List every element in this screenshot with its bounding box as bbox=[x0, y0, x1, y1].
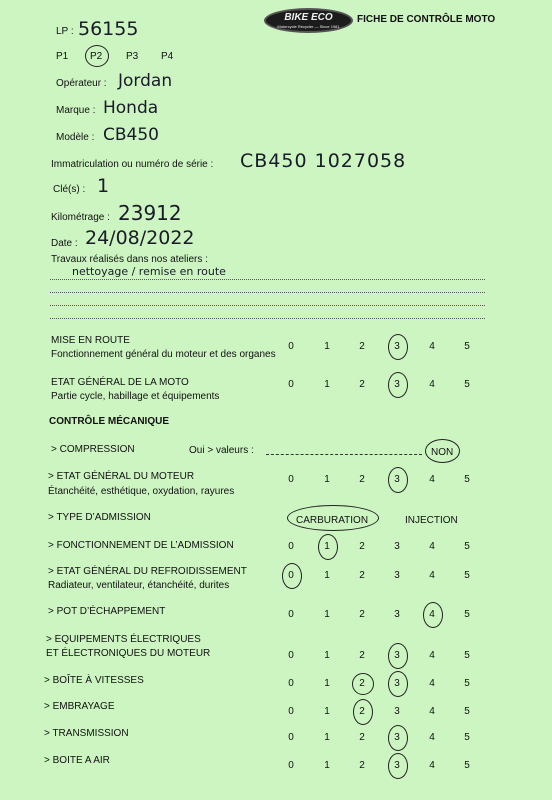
boite-option-1[interactable]: 1 bbox=[324, 678, 330, 689]
selection-circle-refroid bbox=[282, 563, 302, 589]
refroid-option-3[interactable]: 3 bbox=[394, 570, 400, 581]
selection-circle-compression bbox=[425, 439, 460, 463]
mise-en-route-option-4[interactable]: 4 bbox=[429, 341, 435, 352]
refroid-subtitle: Radiateur, ventilateur, étanchéité, durites bbox=[48, 580, 230, 591]
embrayage-option-1[interactable]: 1 bbox=[324, 706, 330, 717]
embrayage-label: > EMBRAYAGE bbox=[44, 701, 115, 712]
mise-en-route-option-1[interactable]: 1 bbox=[324, 341, 330, 352]
bike-eco-logo bbox=[264, 8, 353, 33]
embrayage-option-3[interactable]: 3 bbox=[394, 706, 400, 717]
selection-circle-boite bbox=[388, 671, 408, 697]
boite-air-option-1[interactable]: 1 bbox=[324, 760, 330, 771]
mise-en-route-option-5[interactable]: 5 bbox=[464, 341, 470, 352]
refroid-option-2[interactable]: 2 bbox=[359, 570, 365, 581]
electrique-option-0[interactable]: 0 bbox=[288, 650, 294, 661]
embrayage-option-4[interactable]: 4 bbox=[429, 706, 435, 717]
compression-non-option[interactable]: NON bbox=[431, 447, 454, 458]
form-title: FICHE DE CONTRÔLE MOTO bbox=[357, 14, 496, 25]
priority-p3[interactable]: P3 bbox=[126, 51, 139, 62]
etat-general-option-2[interactable]: 2 bbox=[359, 379, 365, 390]
moteur-label: > ETAT GÉNÉRAL DU MOTEUR bbox=[48, 471, 195, 482]
logo-text: BIKE ECO bbox=[284, 12, 333, 23]
transmission-option-1[interactable]: 1 bbox=[324, 732, 330, 743]
admission-fonct-option-4[interactable]: 4 bbox=[429, 541, 435, 552]
refroid-option-0[interactable]: 0 bbox=[288, 570, 294, 581]
etat-general-option-5[interactable]: 5 bbox=[464, 379, 470, 390]
logo-tagline: Motorcycle Recycler — Since 1981 bbox=[277, 24, 340, 29]
electrique-label-2: ET ÉLECTRONIQUES DU MOTEUR bbox=[46, 648, 211, 659]
date-label: Date : bbox=[51, 238, 78, 249]
transmission-option-5[interactable]: 5 bbox=[464, 732, 470, 743]
admission-fonct-option-3[interactable]: 3 bbox=[394, 541, 400, 552]
priority-p2[interactable]: P2 bbox=[90, 51, 103, 62]
boite-air-option-3[interactable]: 3 bbox=[394, 760, 400, 771]
refroid-option-5[interactable]: 5 bbox=[464, 570, 470, 581]
modele-label: Modèle : bbox=[56, 132, 95, 143]
dotted-line-4 bbox=[50, 318, 485, 319]
mise-en-route-option-3[interactable]: 3 bbox=[394, 341, 400, 352]
selection-circle-transmission bbox=[388, 725, 408, 751]
selection-circle-admission bbox=[287, 505, 379, 531]
lp-label: LP : bbox=[56, 26, 74, 37]
selection-circle-electrique bbox=[388, 643, 408, 669]
marque-label: Marque : bbox=[56, 105, 96, 116]
etat-general-option-1[interactable]: 1 bbox=[324, 379, 330, 390]
km-value[interactable]: 23912 bbox=[118, 201, 182, 225]
lp-value[interactable]: 56155 bbox=[78, 18, 139, 40]
mise-en-route-subtitle: Fonctionnement général du moteur et des organes bbox=[51, 349, 276, 360]
etat-general-subtitle: Partie cycle, habillage et équipements bbox=[51, 391, 220, 402]
moteur-option-2[interactable]: 2 bbox=[359, 474, 365, 485]
transmission-option-0[interactable]: 0 bbox=[288, 732, 294, 743]
transmission-option-4[interactable]: 4 bbox=[429, 732, 435, 743]
immat-value[interactable]: CB450 1027058 bbox=[240, 150, 407, 172]
echappement-option-0[interactable]: 0 bbox=[288, 609, 294, 620]
travaux-label: Travaux réalisés dans nos ateliers : bbox=[51, 254, 208, 265]
controle-mecanique-title: CONTRÔLE MÉCANIQUE bbox=[49, 416, 169, 427]
compression-label: > COMPRESSION bbox=[51, 444, 135, 455]
admission-type-label: > TYPE D’ADMISSION bbox=[48, 512, 151, 523]
selection-circle-mise-en-route bbox=[388, 334, 408, 360]
echappement-label: > POT D’ÉCHAPPEMENT bbox=[48, 606, 166, 617]
boite-option-2[interactable]: 2 bbox=[359, 678, 365, 689]
admission-option-injection[interactable]: INJECTION bbox=[405, 515, 458, 526]
moteur-subtitle: Étanchéité, esthétique, oxydation, rayures bbox=[48, 486, 235, 497]
boite-option-5[interactable]: 5 bbox=[464, 678, 470, 689]
compression-values-line[interactable] bbox=[266, 454, 422, 455]
boite-air-option-2[interactable]: 2 bbox=[359, 760, 365, 771]
embrayage-option-0[interactable]: 0 bbox=[288, 706, 294, 717]
refroid-option-1[interactable]: 1 bbox=[324, 570, 330, 581]
boite-option-3[interactable]: 3 bbox=[394, 678, 400, 689]
moteur-option-0[interactable]: 0 bbox=[288, 474, 294, 485]
admission-fonct-option-5[interactable]: 5 bbox=[464, 541, 470, 552]
echappement-option-1[interactable]: 1 bbox=[324, 609, 330, 620]
boite-option-4[interactable]: 4 bbox=[429, 678, 435, 689]
cles-label: Clé(s) : bbox=[53, 184, 86, 195]
operateur-label: Opérateur : bbox=[56, 78, 107, 89]
moteur-option-4[interactable]: 4 bbox=[429, 474, 435, 485]
echappement-option-5[interactable]: 5 bbox=[464, 609, 470, 620]
dotted-line-1 bbox=[50, 279, 485, 280]
boite-air-option-5[interactable]: 5 bbox=[464, 760, 470, 771]
selection-circle-echappement bbox=[423, 602, 443, 628]
moteur-option-5[interactable]: 5 bbox=[464, 474, 470, 485]
moteur-option-1[interactable]: 1 bbox=[324, 474, 330, 485]
mise-en-route-option-0[interactable]: 0 bbox=[288, 341, 294, 352]
electrique-option-4[interactable]: 4 bbox=[429, 650, 435, 661]
immat-label: Immatriculation ou numéro de série : bbox=[51, 159, 214, 170]
date-value[interactable]: 24/08/2022 bbox=[85, 227, 195, 249]
marque-value[interactable]: Honda bbox=[103, 98, 159, 118]
mise-en-route-option-2[interactable]: 2 bbox=[359, 341, 365, 352]
embrayage-option-2[interactable]: 2 bbox=[359, 706, 365, 717]
selection-circle-priority bbox=[85, 45, 109, 67]
admission-fonct-label: > FONCTIONNEMENT DE L’ADMISSION bbox=[48, 540, 234, 551]
etat-general-option-0[interactable]: 0 bbox=[288, 379, 294, 390]
boite-option-0[interactable]: 0 bbox=[288, 678, 294, 689]
dotted-line-2 bbox=[50, 292, 485, 293]
cles-value[interactable]: 1 bbox=[97, 175, 110, 197]
transmission-option-2[interactable]: 2 bbox=[359, 732, 365, 743]
etat-general-option-4[interactable]: 4 bbox=[429, 379, 435, 390]
echappement-option-2[interactable]: 2 bbox=[359, 609, 365, 620]
selection-circle-etat-general bbox=[388, 372, 408, 398]
selection-circle-moteur bbox=[388, 467, 408, 493]
refroid-option-4[interactable]: 4 bbox=[429, 570, 435, 581]
etat-general-option-3[interactable]: 3 bbox=[394, 379, 400, 390]
selection-circle-boite-air bbox=[388, 753, 408, 779]
electrique-option-5[interactable]: 5 bbox=[464, 650, 470, 661]
km-label: Kilométrage : bbox=[51, 212, 110, 223]
etat-general-title: ETAT GÉNÉRAL DE LA MOTO bbox=[51, 377, 189, 388]
priority-p1[interactable]: P1 bbox=[56, 51, 69, 62]
mise-en-route-title: MISE EN ROUTE bbox=[51, 335, 130, 346]
electrique-option-3[interactable]: 3 bbox=[394, 650, 400, 661]
dotted-line-3 bbox=[50, 305, 485, 306]
refroid-label: > ETAT GÉNÉRAL DU REFROIDISSEMENT bbox=[48, 566, 247, 577]
boite-air-option-0[interactable]: 0 bbox=[288, 760, 294, 771]
transmission-label: > TRANSMISSION bbox=[44, 728, 129, 739]
modele-value[interactable]: CB450 bbox=[103, 125, 159, 145]
selection-circle-admission-fonct bbox=[318, 534, 338, 560]
priority-p4[interactable]: P4 bbox=[161, 51, 174, 62]
admission-fonct-option-1[interactable]: 1 bbox=[324, 541, 330, 552]
selection-circle-embrayage bbox=[353, 699, 373, 725]
electrique-label: > EQUIPEMENTS ÉLECTRIQUES bbox=[46, 634, 201, 645]
boite-air-option-4[interactable]: 4 bbox=[429, 760, 435, 771]
boite-label: > BOÎTE À VITESSES bbox=[44, 675, 144, 686]
electrique-option-1[interactable]: 1 bbox=[324, 650, 330, 661]
echappement-option-4[interactable]: 4 bbox=[429, 609, 435, 620]
compression-oui-label: Oui > valeurs : bbox=[189, 445, 254, 456]
travaux-value[interactable]: nettoyage / remise en route bbox=[72, 265, 226, 278]
echappement-option-3[interactable]: 3 bbox=[394, 609, 400, 620]
operateur-value[interactable]: Jordan bbox=[118, 71, 173, 91]
transmission-option-3[interactable]: 3 bbox=[394, 732, 400, 743]
embrayage-option-5[interactable]: 5 bbox=[464, 706, 470, 717]
admission-option-carburation[interactable]: CARBURATION bbox=[296, 515, 369, 526]
electrique-option-2[interactable]: 2 bbox=[359, 650, 365, 661]
admission-fonct-option-2[interactable]: 2 bbox=[359, 541, 365, 552]
moteur-option-3[interactable]: 3 bbox=[394, 474, 400, 485]
admission-fonct-option-0[interactable]: 0 bbox=[288, 541, 294, 552]
boite-air-label: > BOITE A AIR bbox=[44, 755, 110, 766]
